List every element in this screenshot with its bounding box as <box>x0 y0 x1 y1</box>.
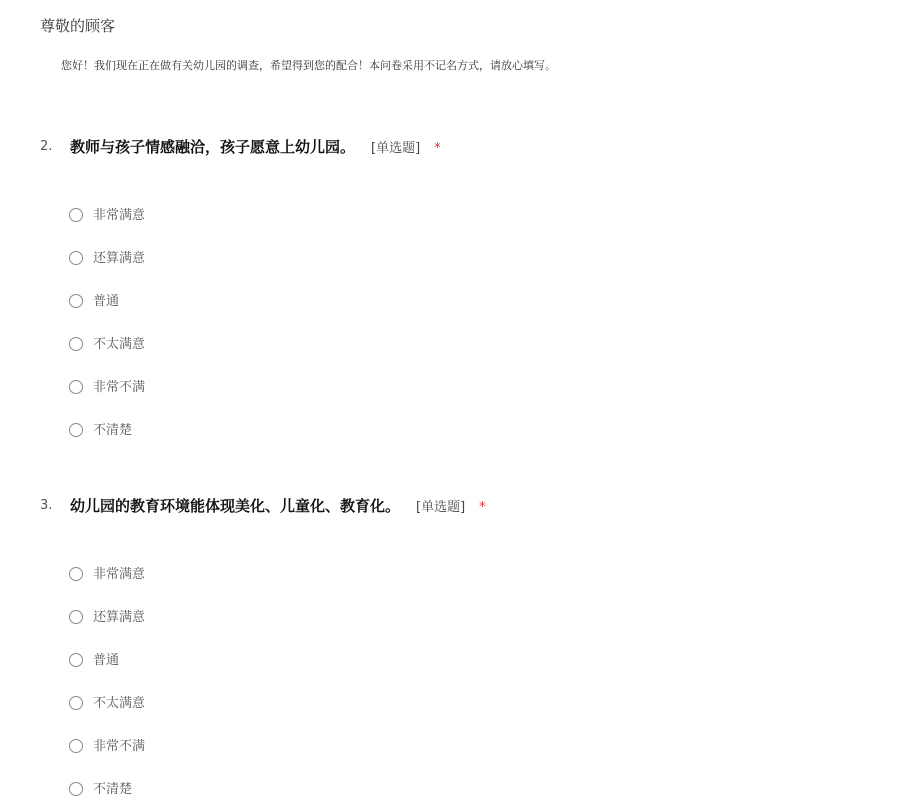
radio-button[interactable] <box>69 251 83 265</box>
option-label[interactable]: 普通 <box>93 653 120 668</box>
question-title-text: 幼儿园的教育环境能体现美化、儿童化、教育化。 <box>70 497 401 515</box>
radio-button[interactable] <box>69 337 83 351</box>
option-label[interactable]: 不清楚 <box>93 782 133 797</box>
radio-button[interactable] <box>69 653 83 667</box>
question-header <box>0 494 900 518</box>
survey-intro-text: 您好！我们现在正在做有关幼儿园的调查，希望得到您的配合！本问卷采用不记名方式，请放心填写。 <box>61 59 556 72</box>
option-label[interactable]: 非常满意 <box>93 567 146 582</box>
question-header <box>0 135 900 159</box>
option-label[interactable]: 不清楚 <box>93 423 133 438</box>
required-marker: * <box>434 141 441 156</box>
radio-button[interactable] <box>69 423 83 437</box>
option-label[interactable]: 不太满意 <box>93 337 146 352</box>
question-2 <box>0 135 900 438</box>
radio-button[interactable] <box>69 782 83 796</box>
radio-button[interactable] <box>69 739 83 753</box>
radio-button[interactable] <box>69 696 83 710</box>
option-label[interactable]: 普通 <box>93 294 120 309</box>
option-label[interactable]: 还算满意 <box>93 610 146 625</box>
option-label[interactable]: 非常不满 <box>93 380 146 395</box>
radio-button[interactable] <box>69 567 83 581</box>
question-number: 3. <box>40 498 53 513</box>
radio-button[interactable] <box>69 380 83 394</box>
question-title-text: 教师与孩子情感融洽，孩子愿意上幼儿园。 <box>70 138 356 156</box>
radio-button[interactable] <box>69 208 83 222</box>
option-label[interactable]: 还算满意 <box>93 251 146 266</box>
option-label[interactable]: 非常满意 <box>93 208 146 223</box>
question-title <box>70 495 486 519</box>
radio-button[interactable] <box>69 294 83 308</box>
question-3 <box>0 494 900 797</box>
question-type-label: [单选题] <box>416 500 466 515</box>
question-type-label: [单选题] <box>371 141 421 156</box>
required-marker: * <box>479 500 486 515</box>
question-title <box>70 136 441 160</box>
option-label[interactable]: 非常不满 <box>93 739 146 754</box>
radio-button[interactable] <box>69 610 83 624</box>
greeting-heading: 尊敬的顾客 <box>40 17 116 35</box>
option-label[interactable]: 不太满意 <box>93 696 146 711</box>
question-number: 2. <box>40 139 53 154</box>
